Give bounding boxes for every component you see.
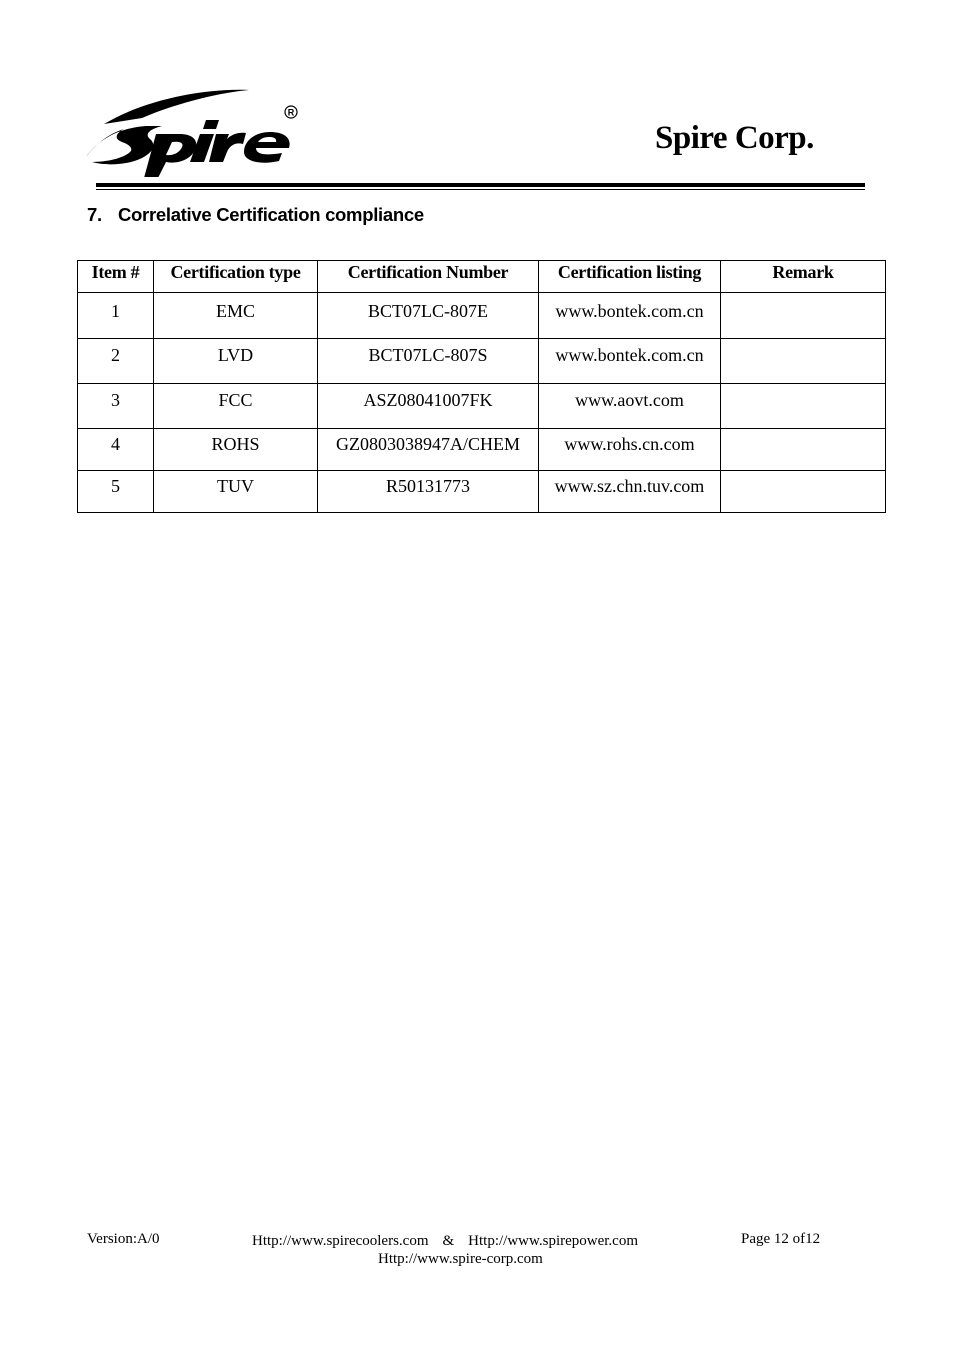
cell-number: ASZ08041007FK (318, 384, 539, 429)
footer-link-corp[interactable]: Http://www.spire-corp.com (378, 1251, 543, 1267)
company-name: Spire Corp. (655, 120, 814, 156)
svg-text:R: R (287, 107, 295, 118)
cell-number: R50131773 (318, 471, 539, 513)
cell-remark (721, 471, 886, 513)
section-title: Correlative Certification compliance (118, 204, 424, 225)
column-header-item: Item # (78, 261, 154, 293)
table-header-row (78, 261, 886, 293)
cell-type: EMC (154, 293, 318, 339)
cell-type: LVD (154, 339, 318, 384)
certification-table (77, 260, 886, 513)
header-rule (96, 183, 865, 187)
table-row (78, 471, 886, 513)
cell-listing: www.bontek.com.cn (539, 293, 721, 339)
footer-page-number: Page 12 of12 (741, 1231, 821, 1247)
cell-item: 3 (78, 384, 154, 429)
table-row (78, 429, 886, 471)
cell-type: ROHS (154, 429, 318, 471)
table-row (78, 384, 886, 429)
footer-version: Version:A/0 (87, 1231, 160, 1247)
cell-item: 2 (78, 339, 154, 384)
table-row (78, 339, 886, 384)
cell-number: GZ0803038947A/CHEM (318, 429, 539, 471)
cell-type: FCC (154, 384, 318, 429)
column-header-type: Certification type (154, 261, 318, 293)
cell-type: TUV (154, 471, 318, 513)
section-number: 7. (87, 204, 102, 225)
column-header-number: Certification Number (318, 261, 539, 293)
cell-listing: www.bontek.com.cn (539, 339, 721, 384)
cell-listing: www.aovt.com (539, 384, 721, 429)
table-row (78, 293, 886, 339)
column-header-remark: Remark (721, 261, 886, 293)
cell-item: 1 (78, 293, 154, 339)
cell-listing: www.sz.chn.tuv.com (539, 471, 721, 513)
footer-link-coolers[interactable]: Http://www.spirecoolers.com (252, 1233, 429, 1249)
column-header-listing: Certification listing (539, 261, 721, 293)
section-heading (87, 204, 424, 226)
cell-remark (721, 339, 886, 384)
cell-item: 4 (78, 429, 154, 471)
footer-ampersand: & (442, 1233, 455, 1249)
header-rule-thin (96, 189, 865, 190)
cell-number: BCT07LC-807E (318, 293, 539, 339)
cell-listing: www.rohs.cn.com (539, 429, 721, 471)
spire-logo (84, 82, 304, 177)
cell-remark (721, 293, 886, 339)
cell-remark (721, 429, 886, 471)
cell-number: BCT07LC-807S (318, 339, 539, 384)
footer-links (252, 1233, 638, 1250)
footer-link-power[interactable]: Http://www.spirepower.com (468, 1233, 639, 1249)
cell-remark (721, 384, 886, 429)
cell-item: 5 (78, 471, 154, 513)
